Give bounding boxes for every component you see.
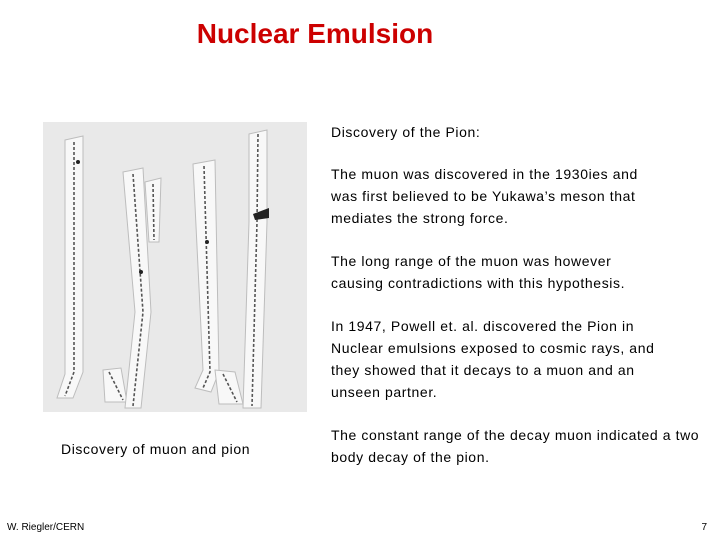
emulsion-photo: [43, 122, 307, 412]
emulsion-tracks-image: [43, 122, 307, 412]
slide-title: Nuclear Emulsion: [196, 18, 434, 49]
paragraph-muon-range: The long range of the muon was however causing contradictions with this hypothesis.: [331, 253, 626, 291]
emulsion-strip-5: [193, 160, 219, 392]
photo-caption: Discovery of muon and pion: [61, 441, 251, 457]
emulsion-strip-1: [57, 136, 83, 398]
page-number: 7: [701, 522, 707, 533]
paragraph-muon-discovery: The muon was discovered in the 1930ies and was first believed to be Yukawa’s meson that mediates the strong force.: [331, 166, 638, 226]
paragraph-heading: Discovery of the Pion:: [331, 124, 481, 140]
paragraph-two-body-decay: The constant range of the decay muon indicated a two body decay of the pion.: [331, 427, 700, 465]
footer-author: W. Riegler/CERN: [7, 522, 85, 533]
emulsion-strip-6: [215, 370, 243, 404]
emulsion-strip-2: [103, 368, 127, 402]
paragraph-pion-discovery: In 1947, Powell et. al. discovered the Pion in Nuclear emulsions exposed to cosmic rays, and they showed that it decays to a muon and an unseen partner.: [331, 318, 655, 400]
